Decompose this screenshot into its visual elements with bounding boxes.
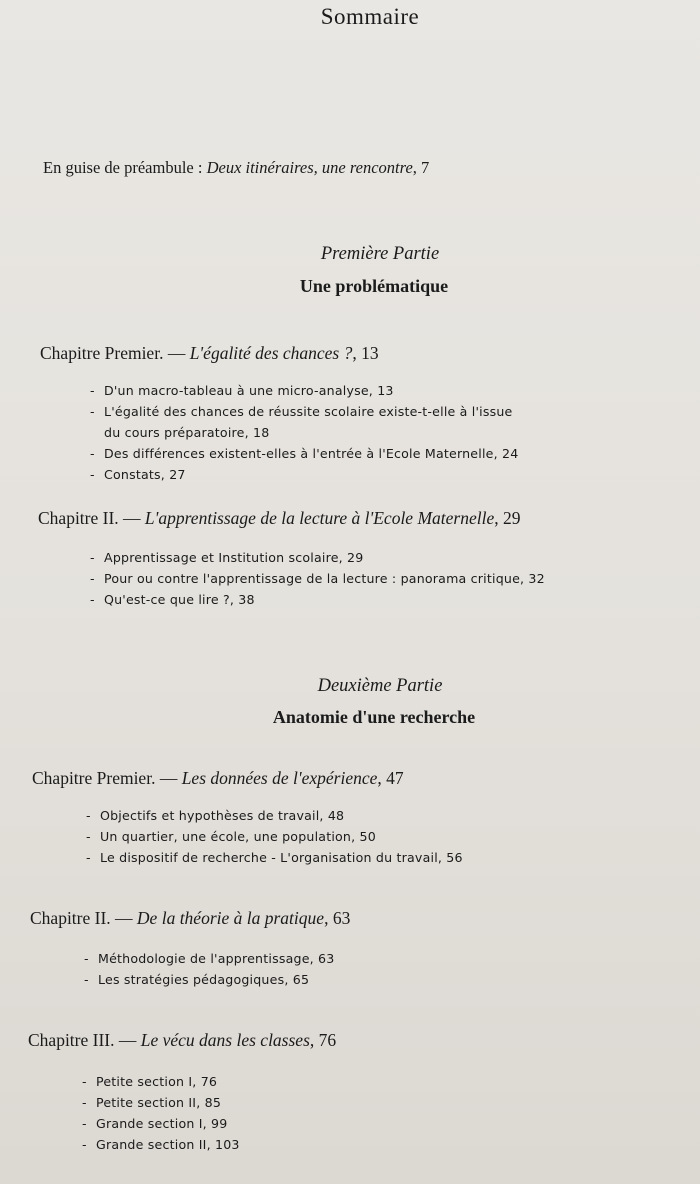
chapter-label: Chapitre II. —	[38, 508, 145, 528]
item-marker: -	[82, 1137, 87, 1152]
toc-item: - Qu'est-ce que lire ?, 38	[90, 589, 545, 610]
chapter-label: Chapitre Premier. —	[40, 343, 190, 363]
item-marker: -	[90, 571, 95, 586]
item-marker: -	[90, 592, 95, 607]
item-marker: -	[90, 446, 95, 461]
chapter-label: Chapitre Premier. —	[32, 768, 182, 788]
part-1-label: Première Partie	[320, 244, 440, 264]
toc-item: - Grande section I, 99	[82, 1113, 240, 1134]
item-marker: -	[86, 850, 91, 865]
toc-item: - Apprentissage et Institution scolaire, 29	[90, 547, 545, 568]
item-marker: -	[86, 829, 91, 844]
chapter-title: Le vécu dans les classes	[140, 1030, 310, 1050]
part-2-title: Anatomie d'une recherche	[272, 707, 476, 727]
chapter-2-1-items	[86, 805, 463, 868]
page-title: Sommaire	[320, 4, 420, 29]
chapter-page: , 76	[309, 1030, 337, 1050]
toc-item: - Grande section II, 103	[82, 1134, 240, 1155]
part-1-title: Une problématique	[299, 276, 449, 296]
toc-item: - Objectifs et hypothèses de travail, 48	[86, 805, 463, 826]
chapter-1-2-heading	[38, 508, 520, 529]
item-marker: -	[86, 808, 91, 823]
preamble-label: En guise de préambule :	[43, 158, 207, 177]
chapter-1-2-items	[90, 547, 545, 610]
preamble-entry	[43, 158, 429, 178]
chapter-page: , 29	[494, 508, 521, 528]
item-marker: -	[90, 404, 95, 419]
toc-item: - Constats, 27	[90, 464, 518, 485]
chapter-label: Chapitre III. —	[28, 1030, 141, 1050]
item-marker: -	[82, 1116, 87, 1131]
chapter-page: , 13	[352, 343, 379, 363]
preamble-title: Deux itinéraires, une rencontre	[206, 158, 413, 177]
chapter-page: , 47	[377, 768, 404, 788]
toc-item: - Des différences existent-elles à l'entrée à l'Ecole Maternelle, 24	[90, 443, 518, 464]
part-2-label: Deuxième Partie	[317, 676, 443, 696]
item-marker: -	[90, 383, 95, 398]
toc-item: - Petite section I, 76	[82, 1071, 240, 1092]
chapter-2-2-items	[84, 948, 334, 990]
chapter-2-3-heading	[28, 1030, 336, 1051]
preamble-page: , 7	[412, 158, 430, 177]
chapter-page: , 63	[324, 908, 351, 928]
chapter-2-1-heading	[32, 768, 404, 789]
chapter-label: Chapitre II. —	[30, 908, 137, 928]
item-marker: -	[82, 1074, 87, 1089]
item-marker: -	[84, 972, 89, 987]
item-marker: -	[82, 1095, 87, 1110]
toc-item: - Pour ou contre l'apprentissage de la lecture : panorama critique, 32	[90, 568, 545, 589]
toc-item: - D'un macro-tableau à une micro-analyse, 13	[90, 380, 518, 401]
toc-item: - Petite section II, 85	[82, 1092, 240, 1113]
chapter-2-2-heading	[30, 908, 350, 929]
toc-item: - Les stratégies pédagogiques, 65	[84, 969, 334, 990]
chapter-title: L'égalité des chances ?	[189, 343, 353, 363]
chapter-1-1-heading	[40, 343, 379, 364]
toc-item: - L'égalité des chances de réussite scolaire existe-t-elle à l'issue du cours préparatoire, 18	[90, 401, 518, 443]
chapter-2-3-items	[82, 1071, 240, 1155]
toc-item: - Un quartier, une école, une population, 50	[86, 826, 463, 847]
chapter-title: Les données de l'expérience	[181, 768, 378, 788]
toc-item: - Le dispositif de recherche - L'organisation du travail, 56	[86, 847, 463, 868]
item-marker: -	[90, 467, 95, 482]
item-marker: -	[90, 550, 95, 565]
chapter-title: De la théorie à la pratique	[136, 908, 325, 928]
chapter-1-1-items	[90, 380, 518, 485]
item-marker: -	[84, 951, 89, 966]
chapter-title: L'apprentissage de la lecture à l'Ecole Maternelle	[144, 508, 495, 528]
toc-item: - Méthodologie de l'apprentissage, 63	[84, 948, 334, 969]
